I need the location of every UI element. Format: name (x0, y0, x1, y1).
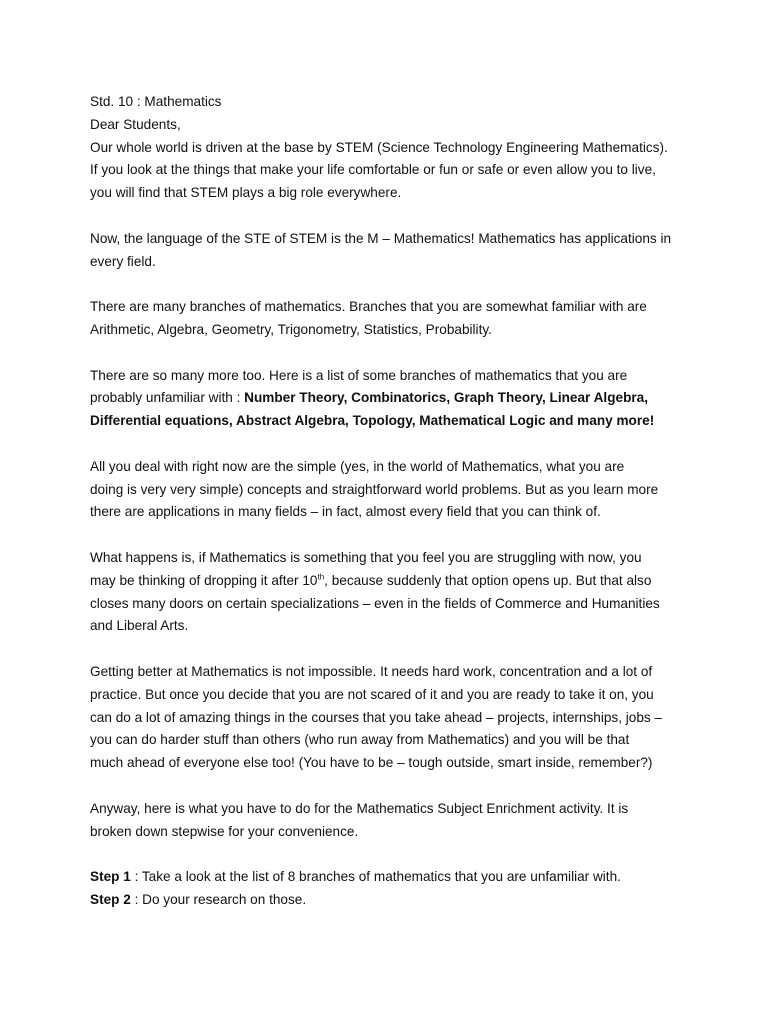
language-paragraph-line: every field. (90, 253, 156, 269)
unfamiliar-branches-bold: Number Theory, Combinatorics, Graph Theory, Linear Algebra, (244, 390, 648, 406)
step-label: Step 1 (90, 869, 131, 885)
step-text: : Take a look at the list of 8 branches of mathematics that you are unfamiliar with. (130, 869, 621, 885)
struggle-paragraph-line: What happens is, if Mathematics is something that you feel you are struggling with now, you (90, 549, 642, 565)
unfamiliar-paragraph-line: There are so many more too. Here is a list of some branches of mathematics that you are (90, 367, 628, 383)
anyway-paragraph-line: broken down stepwise for your convenience. (90, 823, 359, 839)
language-paragraph-line: Now, the language of the STE of STEM is the M – Mathematics! Mathematics has applications in (90, 230, 672, 246)
subject-line: Std. 10 : Mathematics (90, 94, 222, 109)
paragraph-gap (90, 843, 690, 866)
better-paragraph-line: practice. But once you decide that you are not scared of it and you are ready to take it on, you (90, 686, 654, 702)
paragraph-gap (90, 638, 690, 661)
intro-line: you will find that STEM plays a big role everywhere. (90, 185, 402, 201)
struggle-paragraph-line (90, 570, 690, 593)
better-paragraph-line: much ahead of everyone else too! (You have to be – tough outside, smart inside, remember?) (90, 755, 653, 771)
struggle-text: may be thinking of dropping it after 10 (90, 572, 318, 588)
simple-paragraph-line: All you deal with right now are the simple (yes, in the world of Mathematics, what you are (90, 458, 625, 474)
paragraph-gap (90, 775, 690, 798)
greeting-line: Dear Students, (90, 116, 181, 132)
better-paragraph-line: you can do harder stuff than others (who run away from Mathematics) and you will be that (90, 732, 630, 748)
intro-line: If you look at the things that make your life comfortable or fun or safe or even allow you to live, (90, 162, 656, 178)
struggle-paragraph-line: and Liberal Arts. (90, 618, 189, 634)
paragraph-gap (90, 273, 690, 296)
branches-paragraph-line: Arithmetic, Algebra, Geometry, Trigonometry, Statistics, Probability. (90, 321, 492, 337)
superscript-th: th (317, 572, 325, 582)
simple-paragraph-line: there are applications in many fields – in fact, almost every field that you can think of. (90, 504, 601, 520)
unfamiliar-paragraph-line (90, 387, 690, 410)
step-label: Step 2 (90, 891, 131, 907)
branches-paragraph-line: There are many branches of mathematics. Branches that you are somewhat familiar with are (90, 299, 647, 315)
step-line (90, 866, 690, 889)
unfamiliar-paragraph-line (90, 410, 690, 433)
struggle-paragraph-line: closes many doors on certain specializations – even in the fields of Commerce and Humanities (90, 595, 660, 611)
paragraph-gap (90, 342, 690, 365)
paragraph-gap (90, 205, 690, 228)
unfamiliar-branches-bold: Differential equations, Abstract Algebra, Topology, Mathematical Logic and many more! (90, 413, 655, 429)
unfamiliar-intro-text: probably unfamiliar with : (90, 390, 245, 406)
paragraph-gap (90, 433, 690, 456)
better-paragraph-line: Getting better at Mathematics is not impossible. It needs hard work, concentration and a lot of (90, 663, 653, 679)
struggle-text: , because suddenly that option opens up. But that also (324, 572, 652, 588)
step-line (90, 889, 690, 912)
intro-line: Our whole world is driven at the base by STEM (Science Technology Engineering Mathematics). (90, 139, 668, 155)
paragraph-gap (90, 524, 690, 547)
step-text: : Do your research on those. (130, 891, 307, 907)
anyway-paragraph-line: Anyway, here is what you have to do for the Mathematics Subject Enrichment activity. It is (90, 800, 629, 816)
simple-paragraph-line: doing is very very simple) concepts and straightforward world problems. But as you learn more (90, 481, 659, 497)
document-page (90, 91, 690, 912)
better-paragraph-line: can do a lot of amazing things in the courses that you take ahead – projects, internships, jobs – (90, 709, 663, 725)
